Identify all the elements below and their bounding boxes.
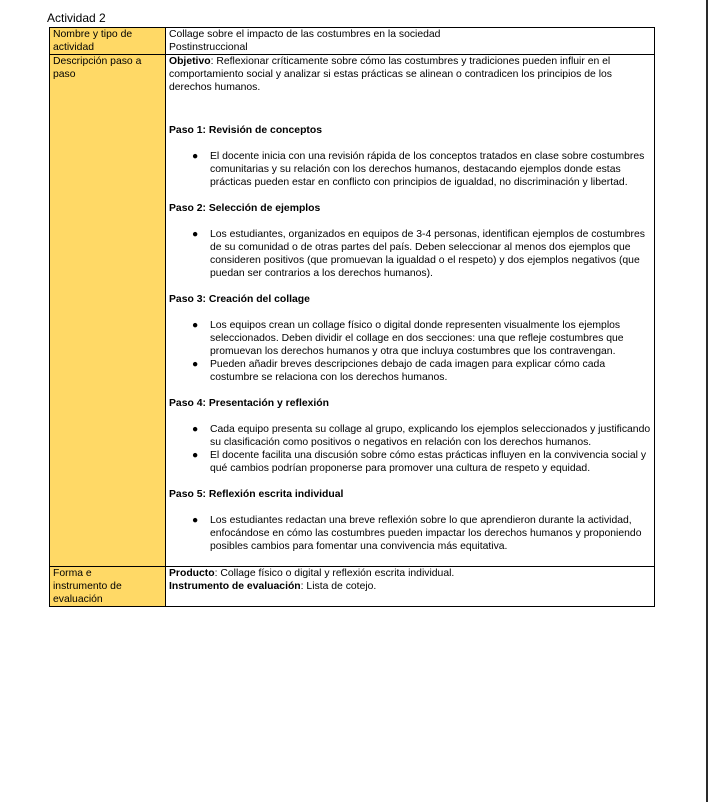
activity-title: Actividad 2 (47, 11, 106, 25)
list-item: ● El docente inicia con una revisión rápida de los conceptos tratados en clase sobre costumbres comunitarias y su relación con los derechos humanos, destacando ejemplos donde estas prácticas pueden estar en conflicto con principios de igualdad, no discriminación y libertad. (192, 151, 645, 188)
activity-type-text: Postinstruccional (169, 42, 248, 53)
step-2-list (169, 228, 652, 280)
bullet-icon: ● (192, 424, 199, 435)
activity-table (49, 27, 655, 607)
step-4-title: Paso 4: Presentación y reflexión (169, 398, 329, 409)
label-evaluation: Forma e instrumento de evaluación (50, 567, 166, 607)
product-line: Producto: Collage físico o digital y reflexión escrita individual. (169, 568, 455, 579)
value-activity-name (166, 28, 655, 55)
step-1-title: Paso 1: Revisión de conceptos (169, 125, 323, 136)
step-3-list (169, 319, 652, 384)
bullet-icon: ● (192, 320, 199, 331)
bullet-icon: ● (192, 229, 199, 240)
value-evaluation (166, 567, 655, 607)
bullet-icon: ● (192, 515, 199, 526)
activity-name-text: Collage sobre el impacto de las costumbres en la sociedad (169, 29, 441, 40)
bullet-icon: ● (192, 359, 199, 370)
step-3-title: Paso 3: Creación del collage (169, 294, 310, 305)
row-description (50, 55, 655, 567)
step-1-list (169, 150, 652, 189)
list-item: ● El docente facilita una discusión sobre cómo estas prácticas influyen en la convivencia social y qué cambios podrían proponerse para promover una cultura de respeto y equidad. (192, 450, 647, 474)
row-evaluation (50, 567, 655, 607)
step-5-title: Paso 5: Reflexión escrita individual (169, 489, 344, 500)
value-description (166, 55, 655, 567)
bullet-icon: ● (192, 450, 199, 461)
instrument-line: Instrumento de evaluación: Lista de cotejo. (169, 581, 377, 592)
list-item: ● Los estudiantes, organizados en equipos de 3-4 personas, identifican ejemplos de costumbres de su comunidad o de otras partes del país. Deben seleccionar al menos dos ejemplos que consideren positivos (que promuevan la igualdad o el respeto) y dos ejemplos negativos (que puedan ser contrarios a los derechos humanos). (192, 229, 645, 279)
list-item: ● Pueden añadir breves descripciones debajo de cada imagen para explicar cómo cada costumbre se relaciona con los derechos humanos. (192, 359, 606, 383)
list-item: ● Los equipos crean un collage físico o digital donde representen visualmente los ejemplos seleccionados. Deben dividir el collage en dos secciones: una que refleje costumbres que promuevan los derechos humanos y otra que incluya costumbres que los contravengan. (192, 320, 624, 357)
list-item: ● Cada equipo presenta su collage al grupo, explicando los ejemplos seleccionados y justificando su clasificación como positivos o negativos en relación con los derechos humanos. (192, 424, 651, 448)
step-5-list (169, 514, 652, 553)
label-description: Descripción paso a paso (50, 55, 166, 567)
step-4-list (169, 423, 652, 475)
objective-paragraph: Objetivo: Reflexionar críticamente sobre cómo las costumbres y tradiciones pueden influir en el comportamiento social y analizar si estas prácticas se alinean o contradicen los principios de los derechos humanos. (169, 56, 612, 93)
list-item: ● Los estudiantes redactan una breve reflexión sobre lo que aprendieron durante la actividad, enfocándose en cómo las costumbres pueden impactar los derechos humanos y proponiendo posibles cambios para fomentar una convivencia más equitativa. (192, 515, 642, 552)
step-2-title: Paso 2: Selección de ejemplos (169, 203, 321, 214)
label-activity-name: Nombre y tipo de actividad (50, 28, 166, 55)
bullet-icon: ● (192, 151, 199, 162)
row-activity-name (50, 28, 655, 55)
